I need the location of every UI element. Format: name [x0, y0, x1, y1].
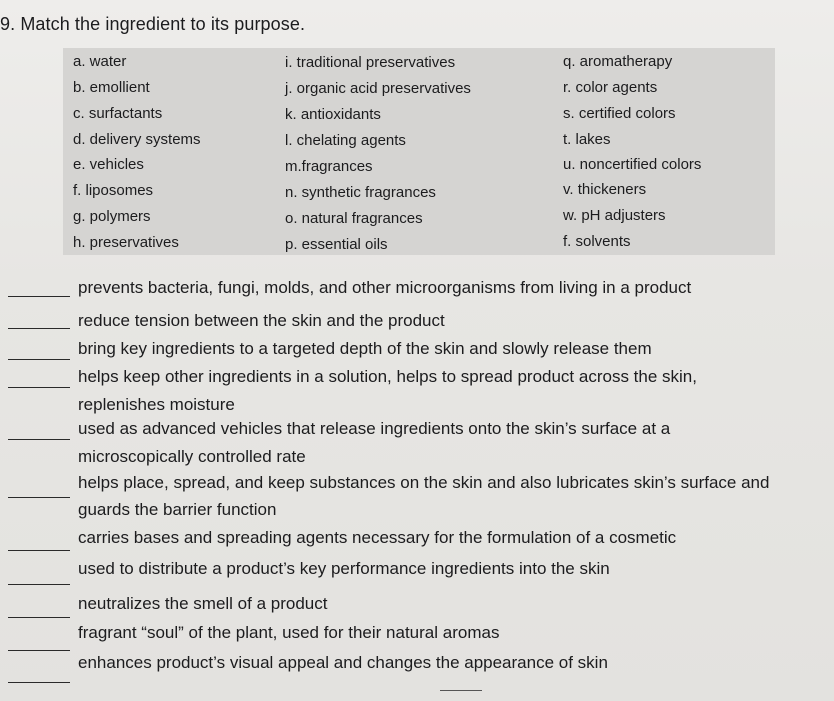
answer-blank[interactable]: [8, 328, 70, 329]
answer-blank[interactable]: [8, 387, 70, 388]
definition-text: used as advanced vehicles that release ingredients onto the skin’s surface at a: [78, 419, 671, 438]
definition-text: replenishes moisture: [78, 395, 235, 414]
ingredient-item: s. certified colors: [563, 105, 676, 122]
ingredient-item: v. thickeners: [563, 181, 647, 198]
answer-blank[interactable]: [8, 617, 70, 618]
ingredient-item: f. solvents: [563, 233, 631, 250]
answer-blank[interactable]: [8, 439, 70, 440]
ingredient-item: u. noncertified colors: [563, 156, 702, 173]
stray-underline: [440, 690, 482, 691]
definition-text: carries bases and spreading agents necessary for the formulation of a cosmetic: [78, 528, 677, 547]
ingredient-item: h. preservatives: [73, 234, 179, 251]
ingredient-item: d. delivery systems: [73, 131, 201, 148]
answer-blank[interactable]: [8, 550, 70, 551]
ingredient-item: r. color agents: [563, 79, 658, 96]
ingredient-item: l. chelating agents: [285, 132, 406, 149]
ingredient-item: o. natural fragrances: [285, 210, 423, 227]
ingredient-item: q. aromatherapy: [563, 53, 673, 70]
ingredient-item: c. surfactants: [73, 105, 163, 122]
ingredient-item: j. organic acid preservatives: [285, 80, 471, 97]
definition-text: guards the barrier function: [78, 500, 277, 519]
ingredient-item: w. pH adjusters: [563, 207, 666, 224]
ingredient-item: p. essential oils: [285, 236, 388, 253]
answer-blank[interactable]: [8, 682, 70, 683]
definition-text: used to distribute a product’s key performance ingredients into the skin: [78, 559, 610, 578]
answer-blank[interactable]: [8, 650, 70, 651]
answer-blank[interactable]: [8, 359, 70, 360]
ingredient-item: t. lakes: [563, 131, 611, 148]
answer-blank[interactable]: [8, 497, 70, 498]
ingredient-item: a. water: [73, 53, 127, 70]
definition-text: enhances product’s visual appeal and changes the appearance of skin: [78, 653, 608, 672]
ingredient-item: k. antioxidants: [285, 106, 381, 123]
definition-text: helps keep other ingredients in a solution, helps to spread product across the skin,: [78, 367, 697, 386]
answer-blank[interactable]: [8, 584, 70, 585]
ingredient-item: g. polymers: [73, 208, 151, 225]
definition-text: reduce tension between the skin and the product: [78, 311, 445, 330]
ingredient-item: n. synthetic fragrances: [285, 184, 436, 201]
definition-text: microscopically controlled rate: [78, 447, 306, 466]
definition-text: neutralizes the smell of a product: [78, 594, 328, 613]
answer-blank[interactable]: [8, 296, 70, 297]
definition-text: bring key ingredients to a targeted depth of the skin and slowly release them: [78, 339, 652, 358]
ingredient-item: b. emollient: [73, 79, 150, 96]
ingredient-item: i. traditional preservatives: [285, 54, 456, 71]
ingredient-word-bank: [63, 48, 775, 255]
definition-text: fragrant “soul” of the plant, used for their natural aromas: [78, 623, 500, 642]
definition-text: helps place, spread, and keep substances on the skin and also lubricates skin’s surface and: [78, 473, 770, 492]
ingredient-item: e. vehicles: [73, 156, 144, 173]
definition-text: prevents bacteria, fungi, molds, and other microorganisms from living in a product: [78, 278, 692, 297]
ingredient-item: f. liposomes: [73, 182, 154, 199]
question-title: 9. Match the ingredient to its purpose.: [0, 14, 306, 34]
ingredient-item: m.fragrances: [285, 158, 373, 175]
